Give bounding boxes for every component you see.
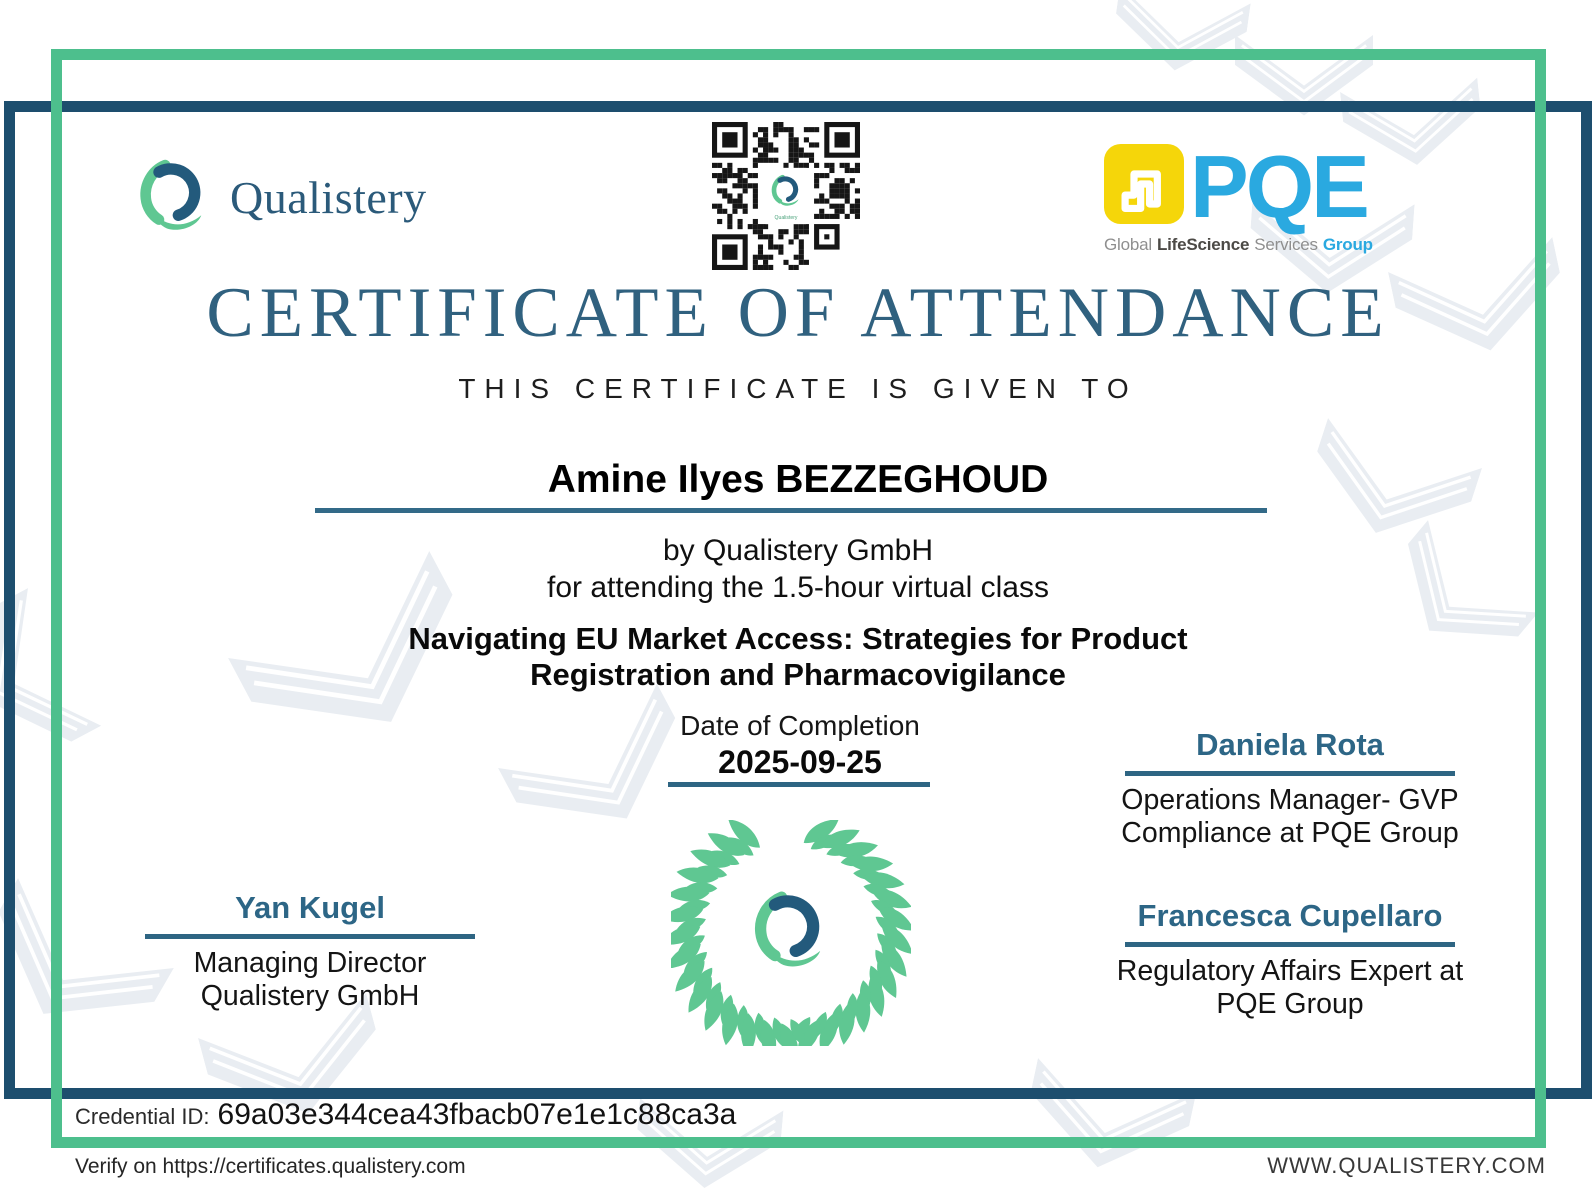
- attendance-line: for attending the 1.5-hour virtual class: [547, 571, 1049, 604]
- certificate-subtitle: THIS CERTIFICATE IS GIVEN TO: [458, 373, 1138, 404]
- qualistery-logo-text: Qualistery: [230, 172, 427, 223]
- issuer-line: by Qualistery GmbH: [662, 534, 934, 567]
- credential-id-label: Credential ID:: [75, 1104, 210, 1129]
- svg-text:Qualistery: Qualistery: [774, 214, 798, 221]
- pqe-logo-text: PQE: [1190, 136, 1367, 236]
- signatory-title-line: Compliance at PQE Group: [1121, 817, 1459, 849]
- qr-code-icon: [712, 122, 860, 270]
- signature-daniela-rota: [1085, 727, 1495, 850]
- website-text: WWW.QUALISTERY.COM: [1267, 1153, 1546, 1178]
- qualistery-q-icon: [130, 146, 218, 249]
- pqe-tagline-group: Group: [1322, 235, 1373, 254]
- credential-row: [75, 1098, 736, 1132]
- signature-underline: [1125, 942, 1455, 947]
- signature-underline: [1125, 771, 1455, 776]
- signatory-title-line: Operations Manager- GVP: [1121, 784, 1459, 816]
- course-title-line-1: Navigating EU Market Access: Strategies for Product: [408, 621, 1188, 656]
- pqe-tagline-global: Global: [1104, 235, 1152, 254]
- signatory-name: Yan Kugel: [235, 890, 385, 925]
- signatory-name: Daniela Rota: [1196, 727, 1384, 762]
- pqe-mark-icon: [1104, 144, 1184, 229]
- pqe-tagline: [1104, 235, 1389, 255]
- recipient-name-underline: [315, 508, 1267, 513]
- signatory-title-line: PQE Group: [1216, 988, 1364, 1020]
- pqe-tagline-lifescience: LifeScience: [1156, 235, 1250, 254]
- pqe-logo: [1104, 136, 1389, 255]
- signature-yan-kugel: [110, 890, 510, 1013]
- signatory-title-line: Qualistery GmbH: [200, 980, 420, 1012]
- completion-date-underline: [668, 782, 930, 787]
- signatory-title-line: Regulatory Affairs Expert at: [1116, 955, 1464, 987]
- pqe-tagline-services: Services: [1254, 235, 1318, 254]
- signatory-name: Francesca Cupellaro: [1137, 898, 1443, 933]
- laurel-wreath-seal: [671, 820, 911, 1046]
- course-title-line-2: Registration and Pharmacovigilance: [530, 657, 1066, 692]
- signature-underline: [145, 934, 475, 939]
- completion-date-value: 2025-09-25: [718, 744, 882, 780]
- completion-date-label: Date of Completion: [680, 710, 920, 741]
- qualistery-logo: [130, 146, 427, 249]
- certificate-title: CERTIFICATE OF ATTENDANCE: [206, 274, 1390, 352]
- verify-url-text: Verify on https://certificates.qualistery.com: [75, 1155, 466, 1178]
- credential-id-value: 69a03e344cea43fbacb07e1e1c88ca3a: [217, 1098, 737, 1131]
- recipient-name: Amine Ilyes BEZZEGHOUD: [547, 458, 1049, 501]
- signature-francesca-cupellaro: [1085, 898, 1495, 1021]
- signatory-title-line: Managing Director: [193, 947, 427, 979]
